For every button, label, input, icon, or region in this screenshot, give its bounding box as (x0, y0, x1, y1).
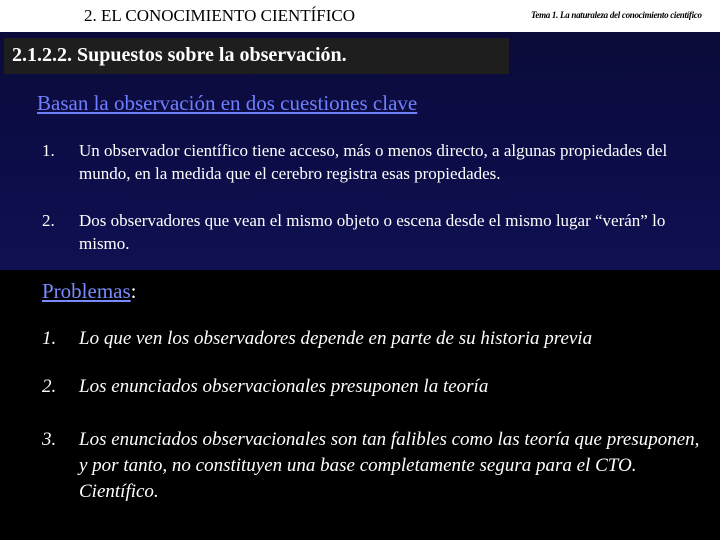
condition-text: Dos observadores que vean el mismo objeto o escena desde el mismo lugar “verán” lo mismo. (79, 211, 666, 253)
intro-heading: Basan la observación en dos cuestiones clave (37, 91, 418, 115)
problems-label: Problemas (42, 279, 131, 303)
header-subject: Tema 1. La naturaleza del conocimiento científico (531, 10, 702, 20)
problem-text: Los enunciados observacionales son tan falibles como las teoría que presuponen, y por tanto, no constituyen una base completamente segura para el CTO. Científico. (79, 429, 700, 502)
condition-number: 1. (42, 141, 55, 160)
problem-number: 3. (42, 429, 57, 450)
problems-heading (42, 279, 137, 304)
header-title: 2. EL CONOCIMIENTO CIENTÍFICO (84, 6, 356, 25)
problem-text: Los enunciados observacionales presuponen la teoría (79, 376, 489, 397)
problem-number: 2. (42, 376, 57, 397)
condition-text: Un observador científico tiene acceso, más o menos directo, a algunas propiedades del mundo, en la medida que el cerebro registra esas propiedades. (79, 141, 668, 183)
problem-text: Lo que ven los observadores depende en parte de su historia previa (79, 328, 593, 349)
condition-number: 2. (42, 211, 55, 230)
problem-number: 1. (42, 328, 57, 349)
problems-colon: : (130, 279, 137, 303)
section-title: 2.1.2.2. Supuestos sobre la observación. (12, 44, 347, 66)
section-title-box (4, 38, 509, 74)
header-bar (0, 0, 720, 32)
